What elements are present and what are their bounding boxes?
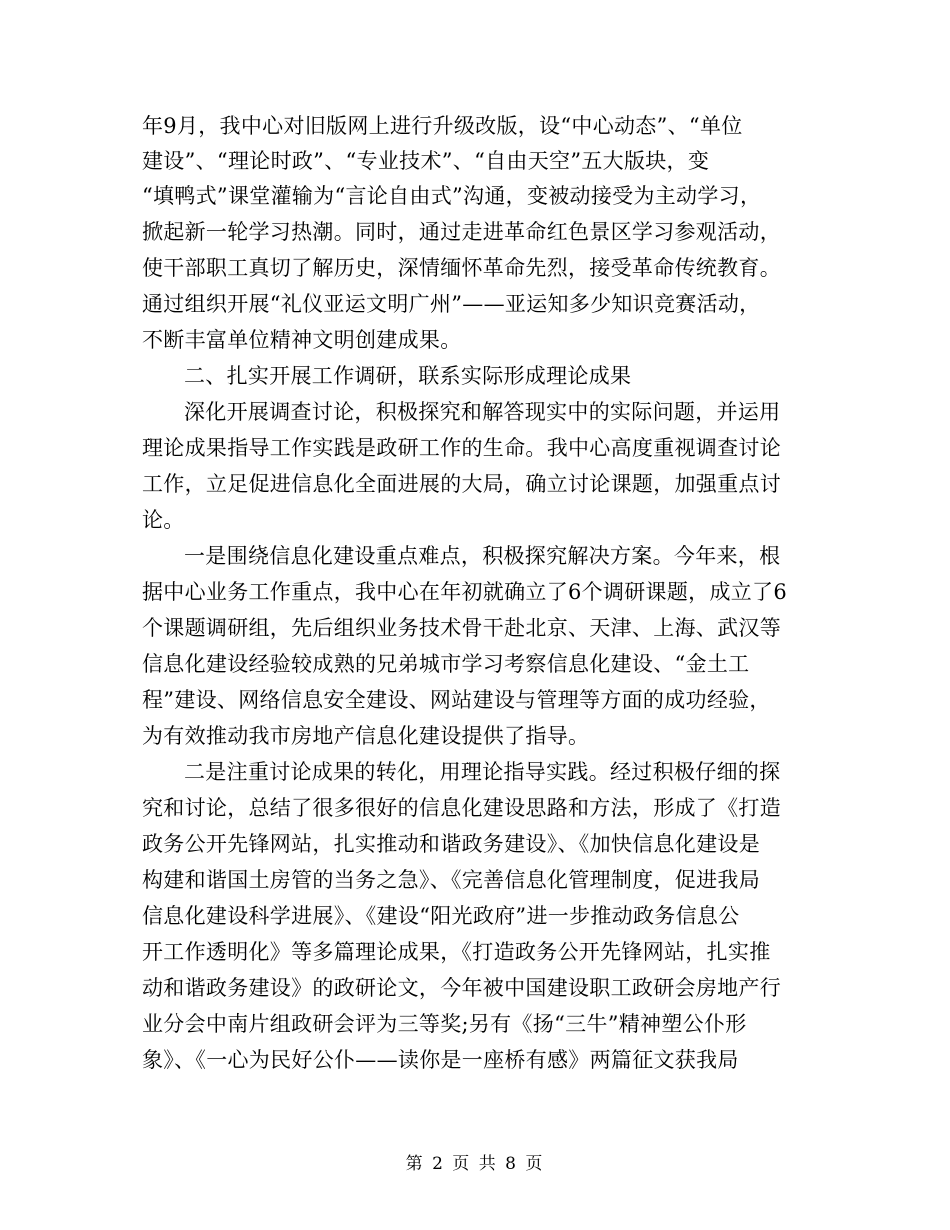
- text-line: 开工作透明化》等多篇理论成果，《打造政务公开先锋网站，扎实推: [142, 940, 771, 964]
- text-line: 使干部职工真切了解历史，深情缅怀革命先烈，接受革命传统教育。: [142, 256, 781, 280]
- page-number-footer: 第 2 页 共 8 页: [405, 1154, 545, 1174]
- text-line: 据中心业务工作重点，我中心在年初就确立了6个调研课题，成立了6: [142, 580, 788, 604]
- text-line: 为有效推动我市房地产信息化建设提供了指导。: [142, 724, 590, 748]
- text-line: 建设”、“理论时政”、“专业技术”、“自由天空”五大版块，变: [142, 149, 710, 173]
- text-line: 通过组织开展“礼仪亚运文明广州”——亚运知多少知识竞赛活动，: [142, 292, 761, 316]
- text-line: 掀起新一轮学习热潮。同时，通过走进革命红色景区学习参观活动，: [142, 220, 781, 244]
- text-line: 论。: [142, 508, 185, 532]
- text-line: 个课题调研组，先后组织业务技术骨干赴北京、天津、上海、武汉等: [142, 616, 781, 640]
- text-line: 工作，立足促进信息化全面进展的大局，确立讨论课题，加强重点讨: [142, 472, 781, 496]
- text-line: 信息化建设科学进展》、《建设“阳光政府”进一步推动政务信息公: [142, 904, 740, 928]
- paragraph-start: 一是围绕信息化建设重点难点，积极探究解决方案。今年来，根: [184, 544, 781, 568]
- paragraph-start: 深化开展调查讨论，积极探究和解答现实中的实际问题，并运用: [184, 400, 781, 424]
- text-line: 政务公开先锋网站，扎实推动和谐政务建设》、《加快信息化建设是: [142, 832, 760, 856]
- text-line: 究和讨论，总结了很多很好的信息化建设思路和方法，形成了《打造: [142, 796, 781, 820]
- text-line: 信息化建设经验较成熟的兄弟城市学习考察信息化建设、“金土工: [142, 652, 750, 676]
- section-heading: 二、扎实开展工作调研，联系实际形成理论成果: [184, 364, 632, 388]
- text-line: 业分会中南片组政研会评为三等奖;另有《扬“三牛”精神塑公仆形: [142, 1012, 747, 1036]
- text-line: 象》、《一心为民好公仆——读你是一座桥有感》两篇征文获我局: [142, 1048, 739, 1072]
- text-line: “填鸭式”课堂灌输为“言论自由式”沟通，变被动接受为主动学习，: [142, 184, 762, 208]
- text-line: 年9月，我中心对旧版网上进行升级改版，设“中心动态”、“单位: [142, 114, 743, 138]
- text-line: 程”建设、网络信息安全建设、网站建设与管理等方面的成功经验，: [142, 688, 771, 712]
- text-line: 理论成果指导工作实践是政研工作的生命。我中心高度重视调查讨论: [142, 436, 781, 460]
- text-line: 动和谐政务建设》的政研论文，今年被中国建设职工政研会房地产行: [142, 976, 781, 1000]
- text-line: 不断丰富单位精神文明创建成果。: [142, 328, 462, 352]
- paragraph-start: 二是注重讨论成果的转化，用理论指导实践。经过积极仔细的探: [184, 760, 781, 784]
- text-line: 构建和谐国土房管的当务之急》、《完善信息化管理制度，促进我局: [142, 868, 760, 892]
